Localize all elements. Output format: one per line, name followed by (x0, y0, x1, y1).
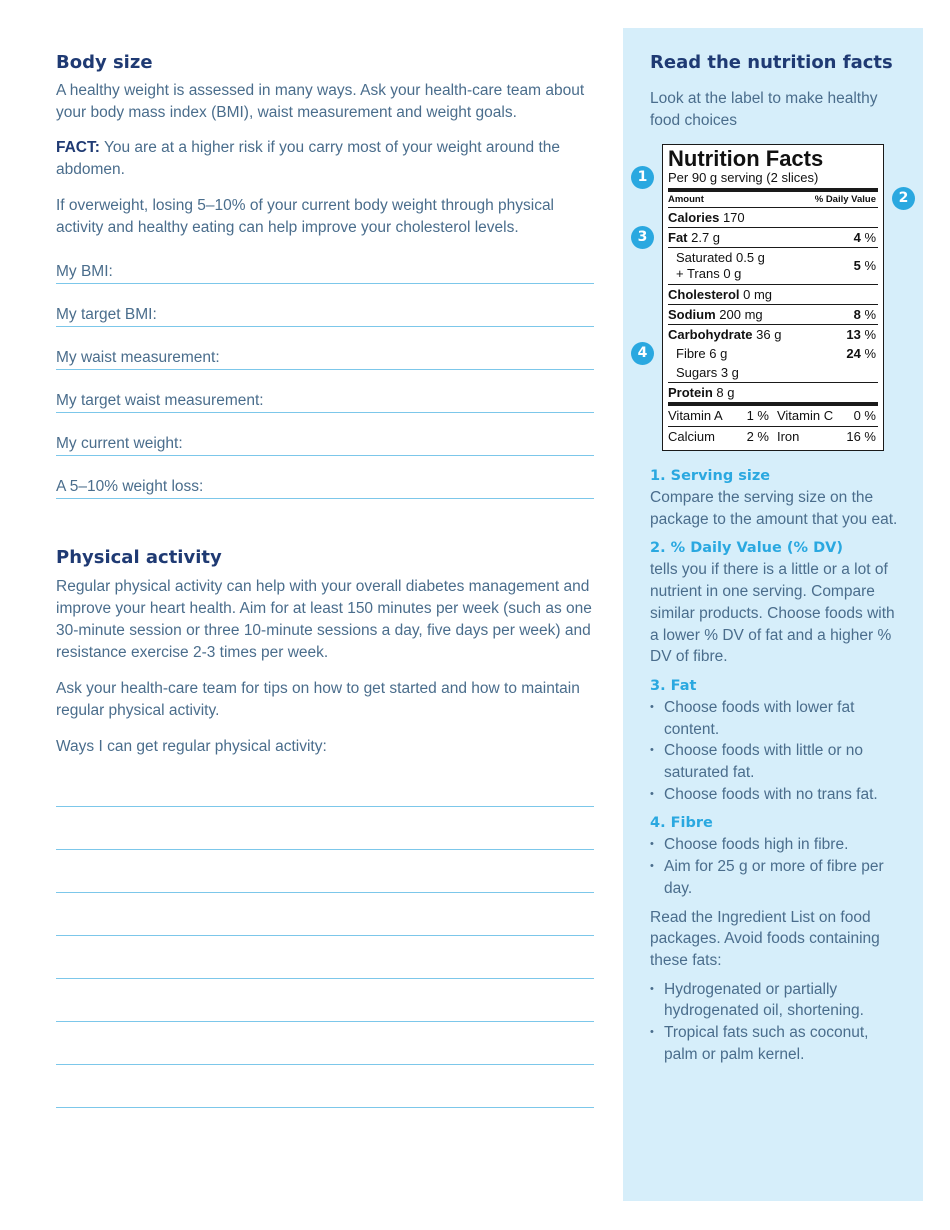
ways-lines (56, 772, 594, 1108)
target-waist-field[interactable]: My target waist measurement: (56, 390, 594, 413)
daily-value-text: tells you if there is a little or a lot of nutrient in one serving. Compare similar products. Choose foods with a lower % DV of fat and a higher % DV of fibre. (650, 561, 895, 666)
write-line[interactable] (56, 1065, 594, 1108)
fact-text: You are at a higher risk if you carry most of your weight around the abdomen. (56, 139, 561, 178)
nf-row-carbohydrate: Carbohydrate 36 g 13 % (668, 327, 876, 342)
nf-amount-header: Amount (668, 194, 704, 205)
write-line[interactable] (56, 850, 594, 893)
fibre-title: 4. Fibre (650, 815, 713, 832)
bmi-field[interactable]: My BMI: (56, 261, 594, 284)
nf-row-sodium: Sodium 200 mg 8 % (668, 305, 878, 325)
physical-activity-intro: Regular physical activity can help with your overall diabetes management and improve your heart health. Aim for at least 150 minutes per week (such as one 30-minute session or three 10-minute sessions a day, five days per week) and resistance exercise 2-3 times per week. (56, 578, 592, 661)
list-item: • Choose foods with little or no saturated fat. (650, 740, 906, 783)
nutrition-heading: Read the nutrition facts (650, 52, 893, 73)
list-item: • Aim for 25 g or more of fibre per day. (650, 856, 906, 899)
write-line[interactable] (56, 1022, 594, 1065)
write-line[interactable] (56, 772, 594, 807)
fat-title: 3. Fat (650, 677, 697, 694)
physical-activity-heading: Physical activity (56, 547, 222, 568)
waist-field[interactable]: My waist measurement: (56, 347, 594, 370)
serving-size-text: Compare the serving size on the package to the amount that you eat. (650, 489, 898, 528)
fat-list (650, 697, 906, 806)
nf-header-row (668, 192, 878, 208)
nf-serving: Per 90 g serving (2 slices) (668, 171, 878, 192)
list-item: • Choose foods with no trans fat. (650, 784, 906, 806)
badge-4: 4 (631, 342, 654, 365)
nf-row-fibre: Fibre 6 g 24 % (676, 346, 876, 361)
nf-row-sugars: Sugars 3 g (668, 363, 878, 383)
ingredient-list-text: Read the Ingredient List on food packages. Avoid foods containing these fats: (650, 908, 880, 969)
list-item: • Hydrogenated or partially hydrogenated oil, shortening. (650, 979, 906, 1022)
nf-row-saturated-trans: Saturated 0.5 g + Trans 0 g 5 % (668, 248, 878, 285)
badge-3: 3 (631, 226, 654, 249)
nf-row-fat: Fat 2.7 g 4 % (668, 228, 878, 248)
body-size-intro: A healthy weight is assessed in many ways. Ask your health-care team about your body mass index (BMI), waist measurement and weight goals. (56, 82, 585, 121)
nf-dv-header: % Daily Value (814, 194, 876, 205)
nf-title: Nutrition Facts (668, 146, 824, 171)
nf-row-minerals: Calcium 2 % Iron 16 % (668, 429, 876, 444)
avoid-fats-list (650, 979, 906, 1066)
write-line[interactable] (56, 936, 594, 979)
list-item: • Choose foods high in fibre. (650, 834, 906, 856)
serving-size-title: 1. Serving size (650, 468, 771, 484)
write-line[interactable] (56, 893, 594, 936)
current-weight-field[interactable]: My current weight: (56, 433, 594, 456)
badge-2: 2 (892, 187, 915, 210)
measurement-fields (56, 261, 594, 499)
nutrition-sidebar (623, 28, 923, 1201)
overweight-paragraph: If overweight, losing 5–10% of your current body weight through physical activity and healthy eating can help improve your cholesterol levels. (56, 197, 555, 236)
weight-loss-field[interactable]: A 5–10% weight loss: (56, 476, 594, 499)
nutrition-explanations (650, 465, 906, 1065)
nutrition-facts-label (662, 144, 884, 451)
fact-paragraph (56, 137, 594, 181)
nf-row-protein: Protein 8 g (668, 383, 878, 406)
target-bmi-field[interactable]: My target BMI: (56, 304, 594, 327)
ways-label: Ways I can get regular physical activity: (56, 738, 327, 755)
daily-value-title: 2. % Daily Value (% DV) (650, 540, 843, 557)
write-line[interactable] (56, 807, 594, 850)
write-line[interactable] (56, 979, 594, 1022)
left-column (56, 50, 594, 1108)
list-item: • Tropical fats such as coconut, palm or palm kernel. (650, 1022, 906, 1065)
physical-activity-tips: Ask your health-care team for tips on how to get started and how to maintain regular physical activity. (56, 680, 580, 719)
nf-row-vitamins: Vitamin A 1 % Vitamin C 0 % (668, 406, 878, 427)
badge-1: 1 (631, 166, 654, 189)
fibre-list (650, 834, 906, 899)
body-size-heading: Body size (56, 52, 153, 73)
list-item: • Choose foods with lower fat content. (650, 697, 906, 740)
nf-row-cholesterol: Cholesterol 0 mg (668, 285, 878, 305)
nf-row-calories: Calories 170 (668, 208, 878, 228)
fact-label: FACT: (56, 139, 100, 156)
nutrition-intro: Look at the label to make healthy food choices (650, 90, 878, 129)
